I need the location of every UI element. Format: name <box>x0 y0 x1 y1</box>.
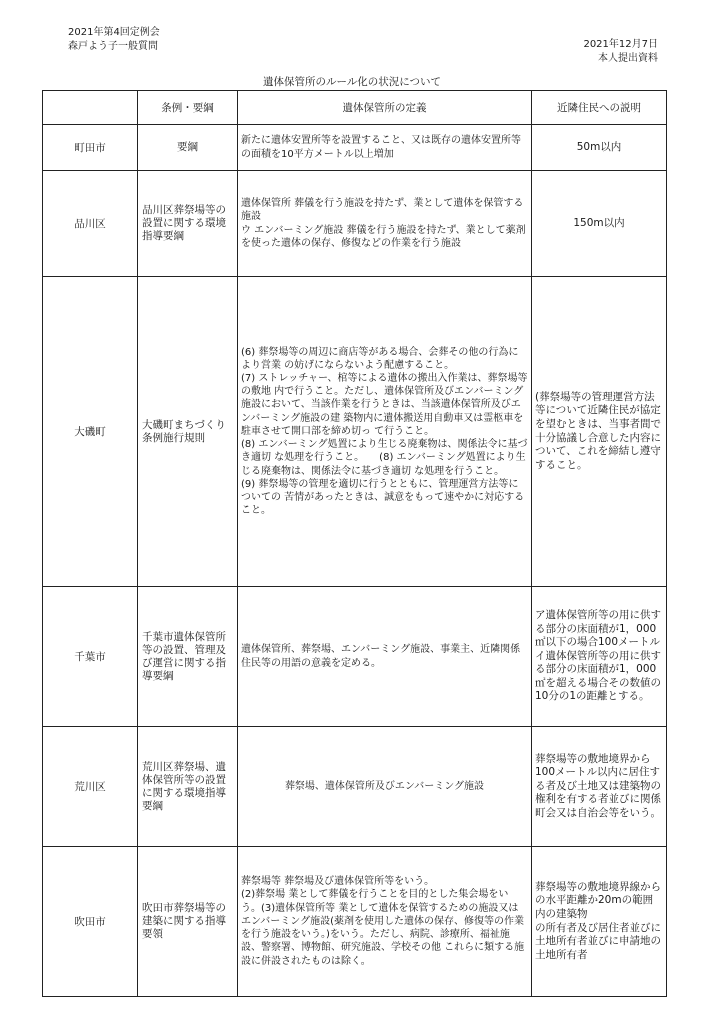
definition-cell: 遺体保管所 葬儀を行う施設を持たず、業として遺体を保管する施設 ウ エンバーミング施設 葬儀を行う施設を持たず、業として薬剤を使った遺体の保存、修復などの作業を行う施設 <box>238 171 532 277</box>
header-definition: 遺体保管所の定義 <box>238 91 532 125</box>
table-row <box>43 277 667 587</box>
rule-cell: 千葉市遺体保管所等の設置、管理及び運営に関する指導要綱 <box>138 587 238 727</box>
meeting-label: 2021年第4回定例会 <box>68 27 160 38</box>
table-header-row <box>43 91 667 125</box>
explanation-cell: 葬祭場等の敷地境界線からの水平距離か20mの範囲内の建築物 の所有者及び居住者並びに土地所有者並びに申請地の土地所有者 <box>532 847 667 997</box>
rule-cell: 要綱 <box>138 125 238 171</box>
rule-cell: 荒川区葬祭場、遺体保管所等の設置に関する環境指導要綱 <box>138 727 238 847</box>
definition-cell: (6) 葬祭場等の周辺に商店等がある場合、会葬その他の行為により営業 の妨げにならないよう配慮すること。 (7) ストレッチャー、棺等による遺体の搬出入作業は、葬祭場等の敷地 内で行うこと。ただし、遺体保管所及びエンバーミング施設において、当該作業を行うときは、当該遺体保管所及びエンバーミング施設の建 築物内に遺体搬送用自動車又は霊柩車を駐車させて開口部を締め切っ て行うこと。 (8) エンバーミング処置により生じる廃棄物は、関係法令に基づき適切 な処理を行うこと。 (8) エンバーミング処置により生じる廃棄物は、関係法令に基づき適切 な処理を行うこと。 (9) 葬祭場等の管理を適切に行うとともに、管理運営方法等についての 苦情があったときは、誠意をもって速やかに対応すること。 <box>238 277 532 587</box>
comparison-table <box>42 90 671 997</box>
header-rule: 条例・要綱 <box>138 91 238 125</box>
municipality-cell: 町田市 <box>43 125 138 171</box>
municipality-cell: 千葉市 <box>43 587 138 727</box>
table-row <box>43 171 667 277</box>
header-municipality <box>43 91 138 125</box>
definition-cell: 新たに遺体安置所等を設置すること、又は既存の遺体安置所等の面積を10平方メートル以上増加 <box>238 125 532 171</box>
explanation-cell: (葬祭場等の管理運営方法等について近隣住民が協定を望むときは、当事者間で十分協議し合意した内容について、これを締結し遵守すること。 <box>532 277 667 587</box>
rule-cell: 大磯町まちづくり条例施行規則 <box>138 277 238 587</box>
explanation-cell: 50m以内 <box>532 125 667 171</box>
table-row <box>43 727 667 847</box>
table-row <box>43 125 667 171</box>
material-label: 本人提出資料 <box>598 53 658 64</box>
table-row <box>43 587 667 727</box>
definition-cell: 葬祭場、遺体保管所及びエンバーミング施設 <box>238 727 532 847</box>
table-row <box>43 847 667 997</box>
definition-cell: 葬祭場等 葬祭場及び遺体保管所等をいう。 (2)葬祭場 業として葬儀を行うことを目的とした集会場をいう。(3)遺体保管所等 業として遺体を保管するための施設又はエンバーミング施設(薬剤を使用した遺体の保存、修復等の作業を行う施設をいう。)をいう。ただし、病院、診療所、福祉施設、警察署、博物館、研究施設、学校その他 これらに類する施設に併設されたものは除く。 <box>238 847 532 997</box>
date-label: 2021年12月7日 <box>583 39 658 50</box>
explanation-cell: 150m以内 <box>532 171 667 277</box>
municipality-cell: 品川区 <box>43 171 138 277</box>
municipality-cell: 荒川区 <box>43 727 138 847</box>
rule-cell: 品川区葬祭場等の設置に関する環境指導要綱 <box>138 171 238 277</box>
question-label: 森戸よう子一般質問 <box>68 41 158 52</box>
explanation-cell: ア遺体保管所等の用に供する部分の床面積が1，000㎡以下の場合100メートル イ遺体保管所等の用に供する部分の床面積が1，000㎡を超える場合その数値の10分の1の距離とする。 <box>532 587 667 727</box>
document-header-left <box>68 26 160 54</box>
municipality-cell: 大磯町 <box>43 277 138 587</box>
explanation-cell: 葬祭場等の敷地境界から100メートル以内に居住する者及び土地又は建築物の権利を有する者並びに関係町会又は自治会等をいう。 <box>532 727 667 847</box>
document-header-right <box>583 38 658 66</box>
municipality-cell: 吹田市 <box>43 847 138 997</box>
definition-cell: 遺体保管所、葬祭場、エンバーミング施設、事業主、近隣関係住民等の用語の意義を定める。 <box>238 587 532 727</box>
document-title: 遺体保管所のルール化の状況について <box>262 76 442 88</box>
header-explanation: 近隣住民への説明 <box>532 91 667 125</box>
rule-cell: 吹田市葬祭場等の建築に関する指導要領 <box>138 847 238 997</box>
